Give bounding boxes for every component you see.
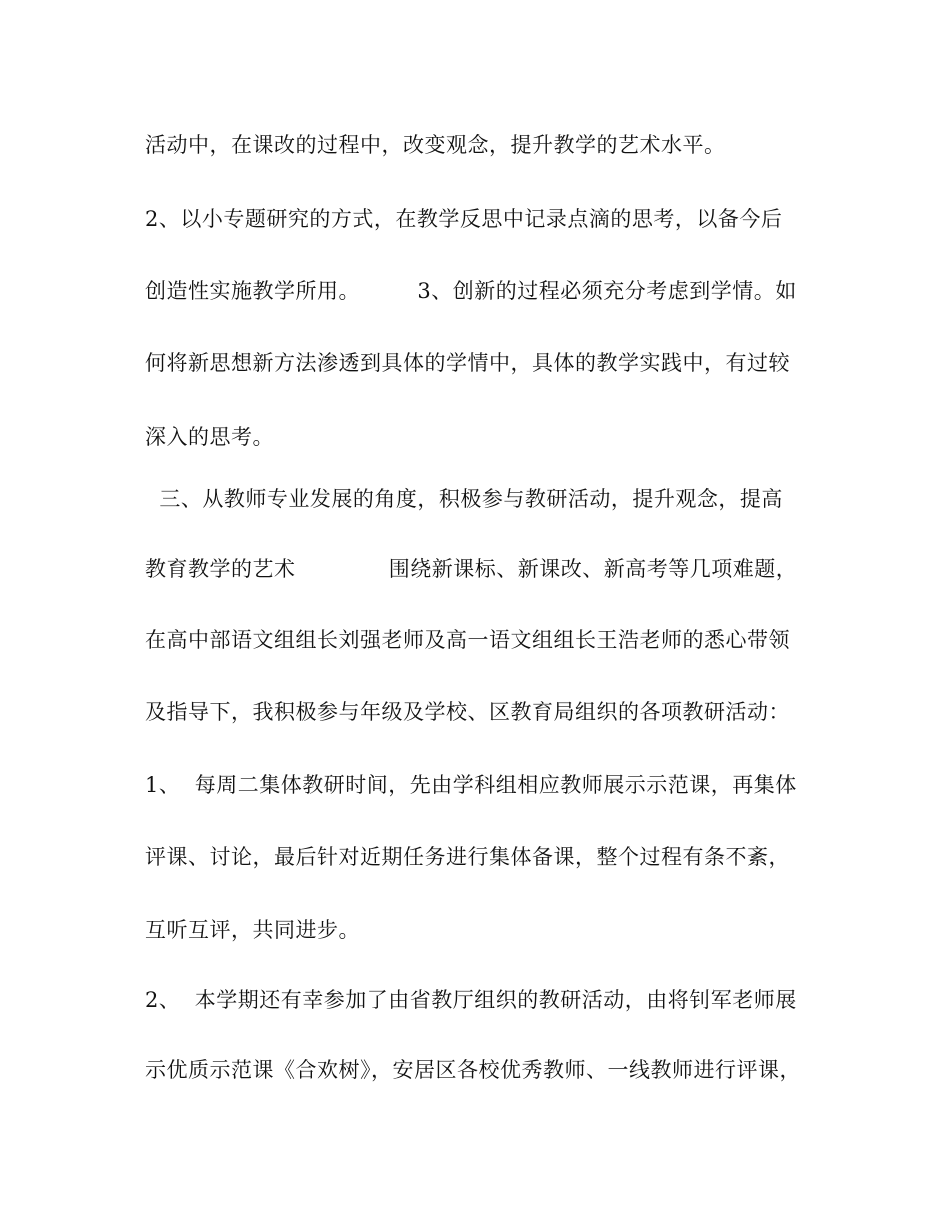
- section-heading: 三、从教师专业发展的角度，积极参与教研活动，提升观念，提高: [145, 487, 783, 511]
- list-item-2: 2、 本学期还有幸参加了由省教厅组织的教研活动，由将钊军老师展: [145, 988, 797, 1012]
- list-item-1: 1、 每周二集体教研时间，先由学科组相应教师展示示范课，再集体: [145, 773, 797, 797]
- text-line: 深入的思考。: [145, 425, 274, 449]
- text-line: 教育教学的艺术 围绕新课标、新课改、新高考等几项难题，: [145, 557, 798, 581]
- text-line: 创造性实施教学所用。 3、创新的过程必须充分考虑到学情。如: [145, 279, 797, 303]
- text-line: 活动中，在课改的过程中，改变观念，提升教学的艺术水平。: [145, 133, 726, 157]
- text-line: 2、以小专题研究的方式，在教学反思中记录点滴的思考，以备今后: [145, 207, 783, 231]
- text-line: 示优质示范课《合欢树》，安居区各校优秀教师、一线教师进行评课，: [145, 1058, 801, 1082]
- text-line: 在高中部语文组组长刘强老师及高一语文组组长王浩老师的悉心带领: [145, 628, 790, 652]
- text-line: 互听互评，共同进步。: [145, 918, 360, 942]
- text-line: 及指导下，我积极参与年级及学校、区教育局组织的各项教研活动：: [145, 700, 790, 724]
- text-line: 何将新思想新方法渗透到具体的学情中，具体的教学实践中，有过较: [145, 351, 790, 375]
- text-line: 评课、讨论，最后针对近期任务进行集体备课，整个过程有条不紊，: [145, 845, 790, 869]
